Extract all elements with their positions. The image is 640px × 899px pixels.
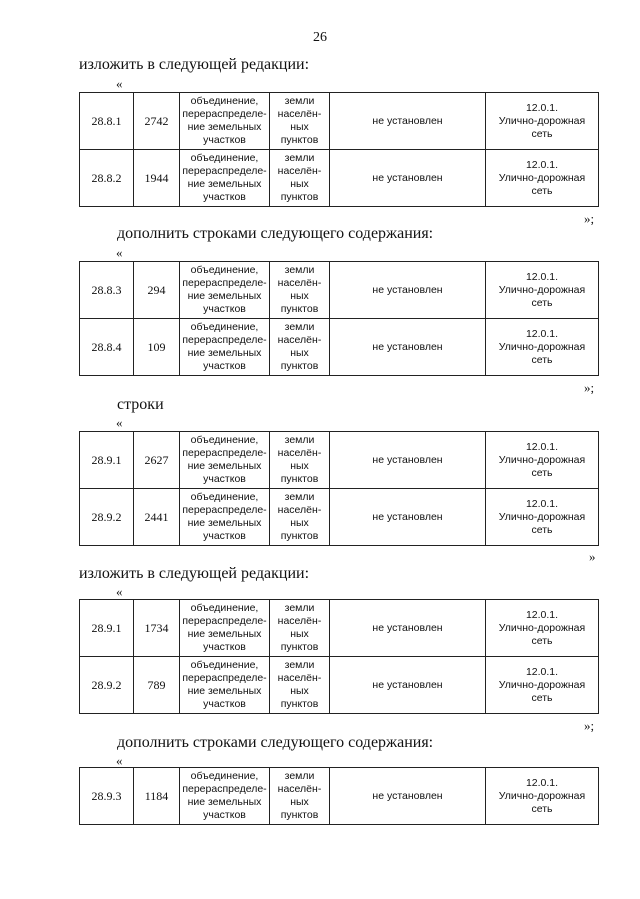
permitted-use-line: 12.0.1. — [525, 270, 559, 283]
row-code-cell: 28.9.2 — [80, 489, 134, 546]
permitted-use-line: Улично-дорожная — [498, 789, 586, 802]
land-category-line: земли — [284, 491, 315, 503]
section-heading: строки — [117, 396, 164, 413]
operation-type-line: перераспределе- — [182, 108, 267, 120]
operation-type-line: объединение, — [190, 152, 259, 164]
permitted-use-line: сеть — [531, 802, 553, 815]
row-number-cell: 109 — [134, 319, 180, 376]
land-category-line: земли — [284, 434, 315, 446]
land-category-cell — [270, 150, 330, 207]
opening-quote: « — [116, 753, 123, 768]
row-number-cell: 2627 — [134, 432, 180, 489]
closing-quote: »; — [584, 380, 595, 395]
land-category-line: ных — [290, 178, 309, 190]
land-category-line: ных — [290, 685, 309, 697]
row-number-cell: 2742 — [134, 93, 180, 150]
operation-type-line: ние земельных — [187, 347, 262, 359]
operation-type-line: перераспределе- — [182, 615, 267, 627]
section-heading: дополнить строками следующего содержания: — [117, 734, 434, 751]
table-row — [80, 600, 599, 657]
land-category-line: пунктов — [280, 698, 319, 710]
operation-type-line: объединение, — [190, 321, 259, 333]
operation-type-line: участков — [203, 191, 246, 203]
status-cell: не установлен — [330, 262, 486, 319]
land-category-line: ных — [290, 290, 309, 302]
operation-type-line: ние земельных — [187, 178, 262, 190]
operation-type-line: участков — [203, 303, 246, 315]
permitted-use-line: 12.0.1. — [525, 327, 559, 340]
land-category-line: пунктов — [280, 809, 319, 821]
row-number-cell: 294 — [134, 262, 180, 319]
land-category-line: пунктов — [280, 191, 319, 203]
land-category-line: населён- — [277, 504, 322, 516]
permitted-use-line: сеть — [531, 184, 553, 197]
permitted-use-line: Улично-дорожная — [498, 621, 586, 634]
permitted-use-line: сеть — [531, 466, 553, 479]
status-cell: не установлен — [330, 93, 486, 150]
status-cell: не установлен — [330, 489, 486, 546]
table-row — [80, 657, 599, 714]
section-heading: изложить в следующей редакции: — [79, 56, 310, 73]
land-category-line: земли — [284, 95, 315, 107]
amendment-table — [79, 767, 599, 825]
operation-type-line: перераспределе- — [182, 165, 267, 177]
operation-type-line: объединение, — [190, 491, 259, 503]
operation-type-cell — [180, 432, 270, 489]
land-category-cell — [270, 768, 330, 825]
opening-quote: « — [116, 584, 123, 599]
permitted-use-line: сеть — [531, 353, 553, 366]
operation-type-line: объединение, — [190, 770, 259, 782]
permitted-use-line: 12.0.1. — [525, 497, 559, 510]
row-code-cell: 28.9.1 — [80, 432, 134, 489]
operation-type-line: участков — [203, 360, 246, 372]
land-category-line: земли — [284, 264, 315, 276]
operation-type-line: ние земельных — [187, 628, 262, 640]
permitted-use-cell — [486, 262, 599, 319]
land-category-line: населён- — [277, 108, 322, 120]
land-category-line: населён- — [277, 447, 322, 459]
operation-type-cell — [180, 600, 270, 657]
permitted-use-line: 12.0.1. — [525, 608, 559, 621]
table-row — [80, 432, 599, 489]
operation-type-cell — [180, 657, 270, 714]
permitted-use-cell — [486, 600, 599, 657]
operation-type-line: объединение, — [190, 95, 259, 107]
land-category-line: пунктов — [280, 303, 319, 315]
land-category-cell — [270, 319, 330, 376]
section-heading: изложить в следующей редакции: — [79, 565, 310, 582]
amendment-table — [79, 261, 599, 376]
permitted-use-cell — [486, 768, 599, 825]
permitted-use-line: Улично-дорожная — [498, 171, 586, 184]
land-category-line: земли — [284, 602, 315, 614]
operation-type-line: перераспределе- — [182, 504, 267, 516]
permitted-use-line: 12.0.1. — [525, 101, 559, 114]
permitted-use-line: сеть — [531, 523, 553, 536]
permitted-use-line: сеть — [531, 634, 553, 647]
land-category-cell — [270, 432, 330, 489]
land-category-line: ных — [290, 628, 309, 640]
operation-type-line: объединение, — [190, 434, 259, 446]
operation-type-cell — [180, 93, 270, 150]
operation-type-line: перераспределе- — [182, 277, 267, 289]
row-code-cell: 28.8.4 — [80, 319, 134, 376]
row-code-cell: 28.9.1 — [80, 600, 134, 657]
land-category-line: населён- — [277, 783, 322, 795]
amendment-table — [79, 431, 599, 546]
permitted-use-line: 12.0.1. — [525, 776, 559, 789]
permitted-use-line: Улично-дорожная — [498, 510, 586, 523]
permitted-use-line: Улично-дорожная — [498, 114, 586, 127]
table-row — [80, 489, 599, 546]
operation-type-line: участков — [203, 641, 246, 653]
operation-type-line: участков — [203, 134, 246, 146]
operation-type-line: участков — [203, 473, 246, 485]
operation-type-cell — [180, 262, 270, 319]
permitted-use-cell — [486, 657, 599, 714]
land-category-line: населён- — [277, 277, 322, 289]
land-category-line: пунктов — [280, 530, 319, 542]
operation-type-line: перераспределе- — [182, 783, 267, 795]
land-category-cell — [270, 489, 330, 546]
land-category-line: населён- — [277, 334, 322, 346]
operation-type-line: участков — [203, 530, 246, 542]
permitted-use-line: сеть — [531, 296, 553, 309]
row-number-cell: 1944 — [134, 150, 180, 207]
land-category-cell — [270, 600, 330, 657]
permitted-use-cell — [486, 432, 599, 489]
operation-type-line: перераспределе- — [182, 672, 267, 684]
land-category-line: земли — [284, 659, 315, 671]
opening-quote: « — [116, 76, 123, 91]
operation-type-line: ние земельных — [187, 796, 262, 808]
status-cell: не установлен — [330, 432, 486, 489]
operation-type-line: участков — [203, 809, 246, 821]
opening-quote: « — [116, 415, 123, 430]
row-number-cell: 1734 — [134, 600, 180, 657]
land-category-cell — [270, 657, 330, 714]
operation-type-line: объединение, — [190, 264, 259, 276]
land-category-line: ных — [290, 796, 309, 808]
permitted-use-cell — [486, 93, 599, 150]
closing-quote: » — [589, 549, 596, 564]
table-row — [80, 319, 599, 376]
status-cell: не установлен — [330, 657, 486, 714]
status-cell: не установлен — [330, 319, 486, 376]
permitted-use-cell — [486, 319, 599, 376]
operation-type-line: перераспределе- — [182, 447, 267, 459]
permitted-use-line: 12.0.1. — [525, 158, 559, 171]
table-row — [80, 93, 599, 150]
operation-type-line: перераспределе- — [182, 334, 267, 346]
operation-type-cell — [180, 319, 270, 376]
status-cell: не установлен — [330, 150, 486, 207]
closing-quote: »; — [584, 718, 595, 733]
permitted-use-line: сеть — [531, 691, 553, 704]
row-number-cell: 789 — [134, 657, 180, 714]
land-category-line: населён- — [277, 165, 322, 177]
land-category-line: ных — [290, 121, 309, 133]
operation-type-line: ние земельных — [187, 460, 262, 472]
land-category-line: пунктов — [280, 134, 319, 146]
operation-type-line: ние земельных — [187, 685, 262, 697]
permitted-use-line: сеть — [531, 127, 553, 140]
table-row — [80, 262, 599, 319]
operation-type-line: ние земельных — [187, 121, 262, 133]
land-category-line: земли — [284, 152, 315, 164]
closing-quote: »; — [584, 211, 595, 226]
land-category-line: пунктов — [280, 473, 319, 485]
table-row — [80, 150, 599, 207]
land-category-line: ных — [290, 460, 309, 472]
row-code-cell: 28.8.2 — [80, 150, 134, 207]
permitted-use-line: Улично-дорожная — [498, 283, 586, 296]
operation-type-cell — [180, 489, 270, 546]
land-category-line: пунктов — [280, 360, 319, 372]
land-category-line: земли — [284, 321, 315, 333]
permitted-use-line: Улично-дорожная — [498, 340, 586, 353]
row-code-cell: 28.9.2 — [80, 657, 134, 714]
status-cell: не установлен — [330, 768, 486, 825]
land-category-cell — [270, 262, 330, 319]
land-category-cell — [270, 93, 330, 150]
operation-type-line: ние земельных — [187, 290, 262, 302]
operation-type-line: объединение, — [190, 659, 259, 671]
operation-type-line: объединение, — [190, 602, 259, 614]
land-category-line: населён- — [277, 672, 322, 684]
operation-type-line: ние земельных — [187, 517, 262, 529]
permitted-use-cell — [486, 150, 599, 207]
row-number-cell: 2441 — [134, 489, 180, 546]
row-code-cell: 28.8.3 — [80, 262, 134, 319]
operation-type-cell — [180, 768, 270, 825]
permitted-use-line: Улично-дорожная — [498, 678, 586, 691]
row-code-cell: 28.9.3 — [80, 768, 134, 825]
land-category-line: населён- — [277, 615, 322, 627]
status-cell: не установлен — [330, 600, 486, 657]
page-number: 26 — [313, 30, 327, 45]
land-category-line: земли — [284, 770, 315, 782]
operation-type-line: участков — [203, 698, 246, 710]
permitted-use-line: Улично-дорожная — [498, 453, 586, 466]
table-row — [80, 768, 599, 825]
row-number-cell: 1184 — [134, 768, 180, 825]
opening-quote: « — [116, 245, 123, 260]
amendment-table — [79, 599, 599, 714]
operation-type-cell — [180, 150, 270, 207]
section-heading: дополнить строками следующего содержания: — [117, 225, 434, 242]
permitted-use-line: 12.0.1. — [525, 665, 559, 678]
permitted-use-line: 12.0.1. — [525, 440, 559, 453]
land-category-line: ных — [290, 517, 309, 529]
row-code-cell: 28.8.1 — [80, 93, 134, 150]
land-category-line: пунктов — [280, 641, 319, 653]
amendment-table — [79, 92, 599, 207]
permitted-use-cell — [486, 489, 599, 546]
land-category-line: ных — [290, 347, 309, 359]
